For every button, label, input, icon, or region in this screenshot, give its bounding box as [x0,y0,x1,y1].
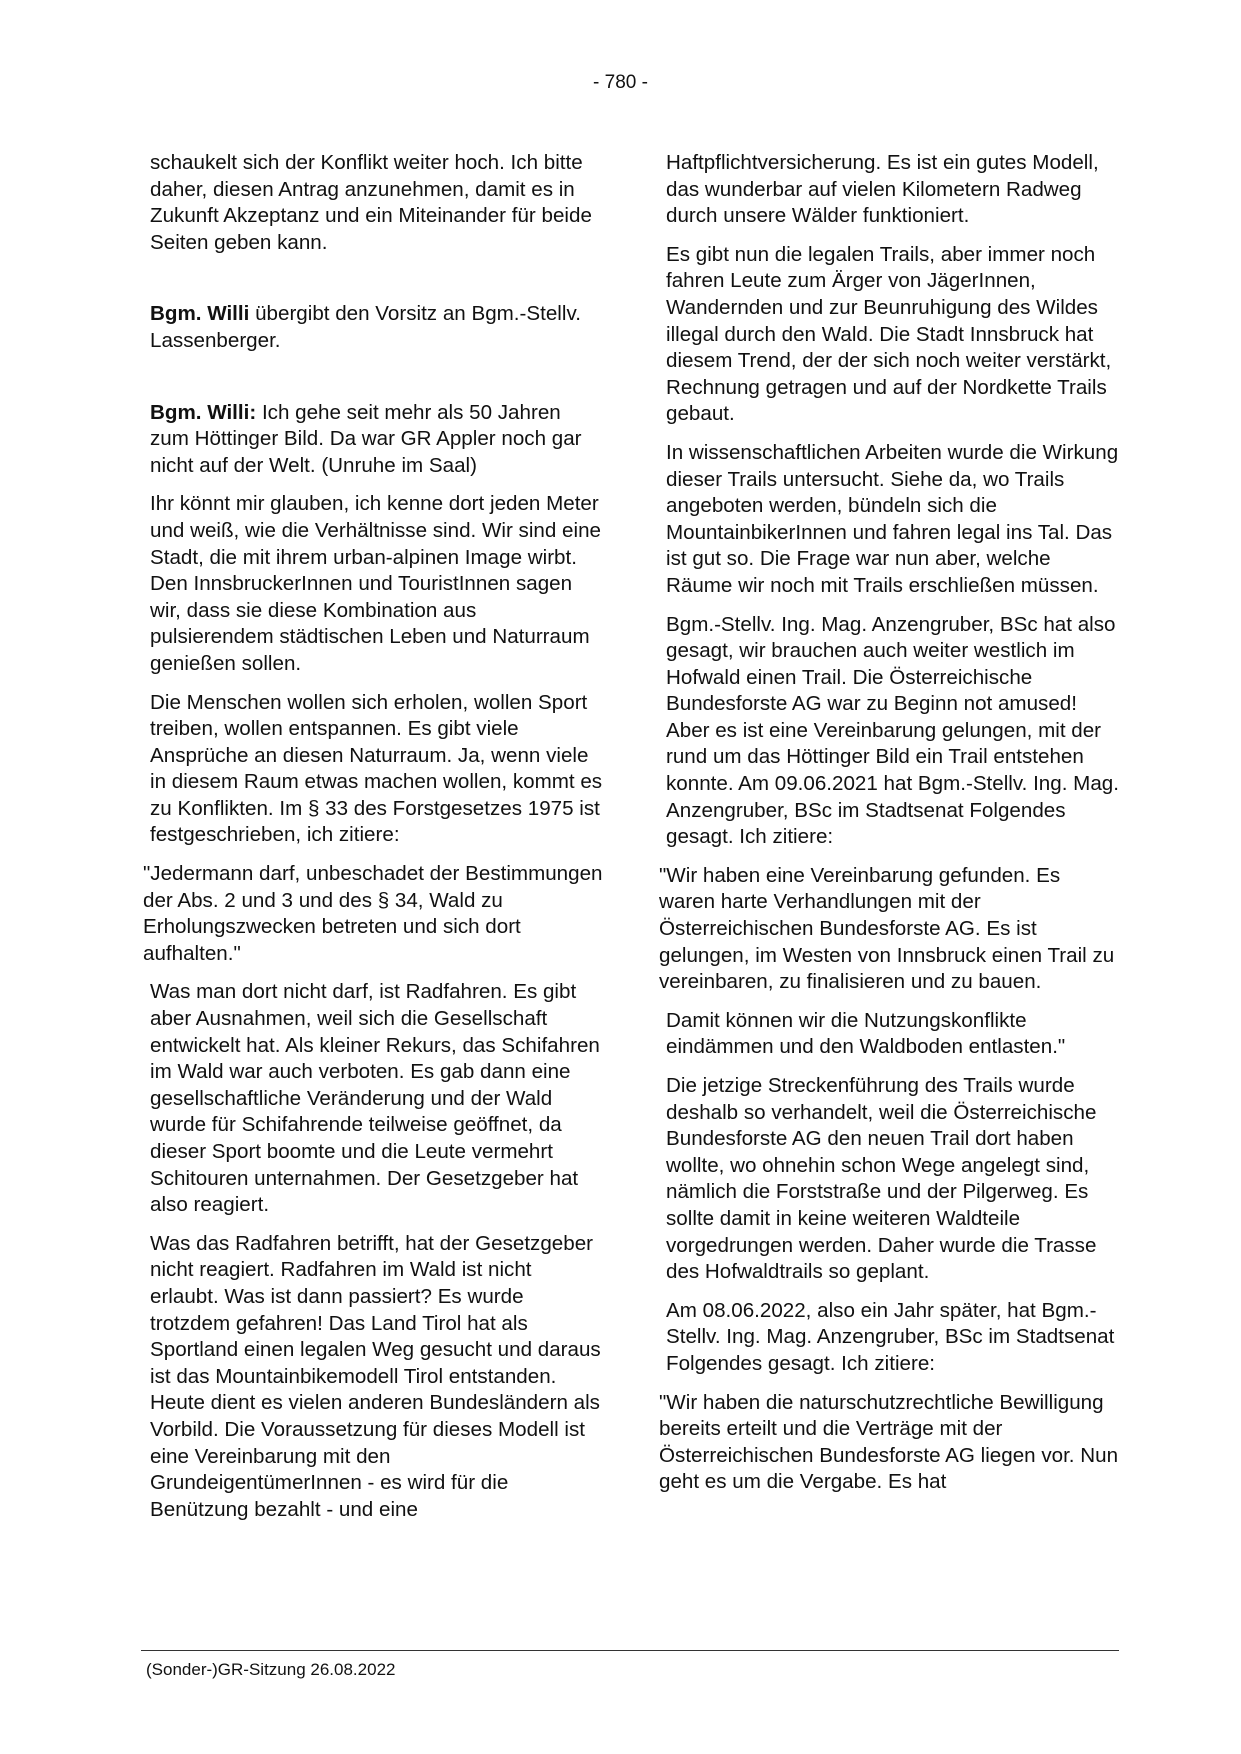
quote-paragraph: "Wir haben eine Vereinbarung gefunden. Es waren harte Verhandlungen mit der Österreichischen Bundesforste AG. Es ist gelungen, im Westen von Innsbruck einen Trail zu vereinbaren, zu finalisieren und zu bauen. [659,863,1115,994]
paragraph: Ihr könnt mir glauben, ich kenne dort jeden Meter und weiß, wie die Verhältnisse sind. Wir sind eine Stadt, die mit ihrem urban-alpinen Image wirbt. Den InnsbruckerInnen und TouristInnen sagen wir, dass sie diese Kombination aus pulsierendem städtischen Leben und Naturraum genießen sollen. [150,492,601,675]
right-column [659,150,1121,1508]
speech-paragraph [150,400,605,480]
paragraph: Was man dort nicht darf, ist Radfahren. Es gibt aber Ausnahmen, weil sich die Gesellschaft entwickelt hat. Als kleiner Rekurs, das Schifahren im Wald war auch verboten. Es gab dann eine gesellschaftliche Veränderung und der Wald wurde für Schifahrende teilweise geöffnet, da dieser Sport boomte und die Leute vermehrt Schitouren unternahmen. Der Gesetzgeber hat also reagiert. [150,980,600,1217]
quote-paragraph: "Wir haben die naturschutzrechtliche Bewilligung bereits erteilt und die Verträge mit der Österreichischen Bundesforste AG liegen vor. Nun geht es um die Vergabe. Es hat [659,1390,1119,1494]
paragraph: schaukelt sich der Konflikt weiter hoch. Ich bitte daher, diesen Antrag anzunehmen, damit es in Zukunft Akzeptanz und ein Miteinander für beide Seiten geben kann. [150,151,592,254]
quote-paragraph: "Jedermann darf, unbeschadet der Bestimmungen der Abs. 2 und 3 und des § 34, Wald zu Erholungszwecken betreten und sich dort aufhalten." [143,862,603,965]
paragraph: Am 08.06.2022, also ein Jahr später, hat Bgm.-Stellv. Ing. Mag. Anzengruber, BSc im Stadtsenat Folgendes gesagt. Ich zitiere: [666,1298,1115,1375]
paragraph: Es gibt nun die legalen Trails, aber immer noch fahren Leute zum Ärger von JägerInnen, Wandernden und zur Beunruhigung des Wildes illegal durch den Wald. Die Stadt Innsbruck hat diesem Trend, der der sich noch weiter verstärkt, Rechnung getragen und auf der Nordkette Trails gebaut. [666,242,1112,426]
paragraph: Damit können wir die Nutzungskonflikte eindämmen und den Waldboden entlasten." [666,1008,1066,1059]
paragraph: In wissenschaftlichen Arbeiten wurde die Wirkung dieser Trails untersucht. Siehe da, wo Trails angeboten werden, bündeln sich die MountainbikerInnen und fahren legal ins Tal. Das ist gut so. Die Frage war nun aber, welche Räume wir noch mit Trails erschließen müssen. [666,440,1119,597]
paragraph: Die jetzige Streckenführung des Trails wurde deshalb so verhandelt, weil die Österreichische Bundesforste AG den neuen Trail dort haben wollte, wo ohnehin schon Wege angelegt sind, nämlich die Forststraße und der Pilgerweg. Es sollte damit in keine weiteren Waldteile vorgedrungen werden. Daher wurde die Trasse des Hofwaldtrails so geplant. [666,1074,1097,1284]
procedural-note [150,301,605,354]
speaker-name: Bgm. Willi [150,302,250,326]
speech-text: Ich gehe seit mehr als 50 Jahren zum Höttinger Bild. Da war GR Appler noch gar nicht auf der Welt. (Unruhe im Saal) [150,400,582,477]
speaker-name: Bgm. Willi: [150,400,257,424]
page-number: - 780 - [593,72,648,93]
footer-text: (Sonder-)GR-Sitzung 26.08.2022 [146,1660,396,1679]
paragraph: Die Menschen wollen sich erholen, wollen Sport treiben, wollen entspannen. Es gibt viele Ansprüche an diesen Naturraum. Ja, wenn viele in diesem Raum etwas machen wollen, kommt es zu Konflikten. Im § 33 des Forstgesetzes 1975 ist festgeschrieben, ich zitiere: [150,690,603,847]
paragraph: Haftpflichtversicherung. Es ist ein gutes Modell, das wunderbar auf vielen Kilometern Radweg durch unsere Wälder funktioniert. [666,151,1099,228]
procedural-text: übergibt den Vorsitz an Bgm.-Stellv. Lassenberger. [150,302,581,352]
footer-divider [141,1650,1119,1651]
left-column [143,150,605,1535]
paragraph: Bgm.-Stellv. Ing. Mag. Anzengruber, BSc hat also gesagt, wir brauchen auch weiter westlich im Hofwald einen Trail. Die Österreichische Bundesforste AG war zu Beginn not amused! Aber es ist eine Vereinbarung gelungen, mit der rund um das Höttinger Bild ein Trail entstehen konnte. Am 09.06.2021 hat Bgm.-Stellv. Ing. Mag. Anzengruber, BSc im Stadtsenat Folgendes gesagt. Ich zitiere: [666,612,1119,849]
paragraph: Was das Radfahren betrifft, hat der Gesetzgeber nicht reagiert. Radfahren im Wald ist nicht erlaubt. Was ist dann passiert? Es wurde trotzdem gefahren! Das Land Tirol hat als Sportland einen legalen Weg gesucht und daraus ist das Mountainbikemodell Tirol entstanden. Heute dient es vielen anderen Bundesländern als Vorbild. Die Voraussetzung für dieses Modell ist eine Vereinbarung mit den GrundeigentümerInnen - es wird für die Benützung bezahlt - und eine [150,1231,601,1521]
